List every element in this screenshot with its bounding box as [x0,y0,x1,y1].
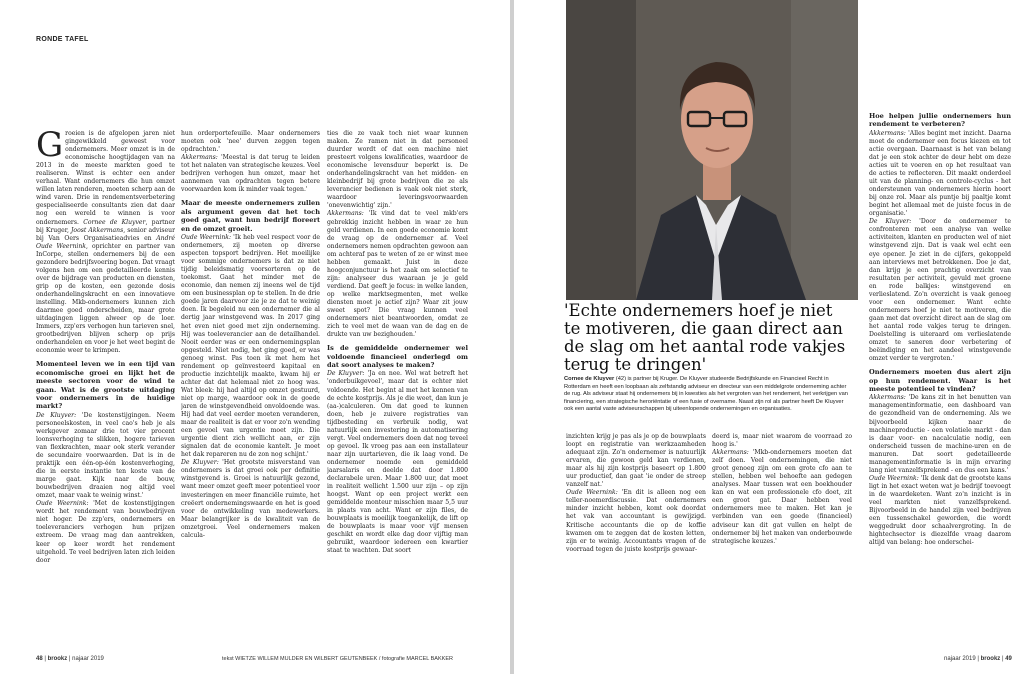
answer-paragraph: Oude Weernink: 'En dit is alleen nog een teller-noemerdiscussie. Dat ondernemers minder inzicht hebben, komt ook doordat het vak van accountant is gewijzigd. Kritische accountants die op de koffie kwamen om te zeggen dat de kosten letten, zijn er te weinig. Accountants vragen of de voorraad tegen de juiste kostprijs gewaar- [566,489,706,553]
photo-credit: tekst WIETZE WILLEM MULDER EN WILBERT GEUTENBEEK / fotografie MARCEL BAKKER [222,656,453,662]
photo-caption: Cornee de Kluyver (42) is partner bij Kruger. De Kluyver studeerde Bedrijfskunde en Financieel Recht in Rotterdam en heeft een loopbaan als zelfstandig adviseur en directeur van een middelgrote onderneming achter de rug. Als adviseur staat hij ondernemers bij in kwesties als het vergroten van het rendement, het verkrijgen van financiering, een strategische heroriëntatie of een fusie of overname. Naast zijn rol als partner heeft De Kluyver ook een aantal vaste adviseurschappen bij uiteenlopende ondernemingen en organisaties. [564,376,848,413]
article-column-1 [36,130,175,646]
answer-paragraph: ties die ze vaak toch niet waar kunnen maken. Ze ramen niet in dat personeel duurder wordt of dat een machine niet presteert volgens kwalificaties, waardoor de economische levensduur beperkt is. De onderhandelingskracht van het midden- en kleinbedrijf bij grote bedrijven die ze als leverancier bedienen is vaak ook niet sterk, waardoor leveringsvoorwaarden 'onevenwichtig' zijn.' [327,130,468,210]
answer-paragraph: deerd is, maar niet waarom de voorraad zo hoog is.' [712,433,852,449]
answer-paragraph: De Kluyver: 'De kostenstijgingen. Neem personeelskosten, in veel cao's heb je als werkgever zomaar drie tot vier procent loonsverhoging te slikken, hogere tarieven van flexkrachten, maar ook sterk verander de secundaire voorwaarden. Dat is in de praktijk een één-op-één kostenverhoging, die in eerste instantie ten koste van de marge gaat. Kijk naar de bouw, bouwbedrijven draaien nog altijd veel omzet, maar vaak te weinig winst.' [36,411,175,500]
answer-paragraph: Akkermans: 'Ik vind dat te veel mkb'ers gebrekkig inzicht hebben in waar ze hun geld verdienen. In een goede economie komt de vraag op de ondernemer af. Veel ondernemers nemen opdrachten gewoon aan om achteraf pas te weten of ze er winst mee hebben gemaakt. Juist in deze hoogconjunctuur is het zaak om selectief te zijn: analyseer dus waaraan je je geld verdiend. Dat geeft je focus: in welke landen, op welke marktsegmenten, met welke diensten moet je actief zijn? Waar zit jouw sweet spot? Die vraag kunnen veel ondernemers niet beantwoorden, omdat ze zich te veel met de waan van de dag en de drukte van uw bezighouden.' [327,210,468,339]
interview-question: Hoe helpen jullie ondernemers hun rendement te verbeteren? [869,112,1011,129]
right-page [514,0,1024,674]
answer-paragraph: Oude Weernink: 'Ik denk dat de grootste kans ligt in het exact weten wat je bedrijf toevoegt in de waardeketen. Want zo'n inzicht is in veel markten niet vanzelfsprekend. Bijvoorbeeld in de handel zijn veel bedrijven een tussenschakel geworden, die wordt weggedrukt door schaalvergroting. In de hightechsector is diezelfde vraag daarom altijd van belang: hoe onderschei- [869,474,1011,547]
article-column-5 [712,433,852,647]
answer-paragraph: Akkermans: 'De kans zit in het benutten van managementinformatie, een dashboard van de gezondheid van de onderneming. Als we bijvoorbeeld kijken naar de machineproductie - een volatiele markt - dan is daar voor- en nacalculatie nodig, een onderscheid tussen de machine-uren en de manuren. Dat soort gedetailleerde managementinformatie is in mijn ervaring lang niet vanzelfsprekend - en dus een kans.' [869,394,1011,474]
answer-paragraph: De Kluyver: 'Door de ondernemer te confronteren met een analyse van welke activiteiten, klanten en producten wel of niet winstgevend zijn. Dat is vaak wel echt een eye opener. Je ziet in de cijfers, gekoppeld aan interviews met betrokkenen. Doe je dat, dan krijg je een prachtig overzicht van resultaten per activiteit, gevuld met groene en rode balkjes: winstgevend en verlieslatend. Zo'n overzicht is vaak genoeg voor een ondernemer. Want echte ondernemers hoef je niet te motiveren, die gaan met dat overzicht direct aan de slag om het aantal rode vakjes terug te dringen. Doelstelling is uiteraard om verlieslatende omzet te saneren door verbetering of beëindiging en het aandeel winstgevende omzet verder te vergroten.' [869,218,1011,363]
answer-paragraph: Akkermans: 'Alles begint met inzicht. Daarna moet de ondernemer een focus kiezen en tot actie overgaan. Daarnaast is het van belang dat je een stok achter de deur hebt om deze acties uit te voeren en op het resultaat van de acties te reflecteren. Dit maakt onderdeel uit van de planning- en controle-cyclus - het ondersteunen van ondernemers hierin hoort bij onze rol. Maar als puntje bij paaltje komt begint het allemaal met de juiste focus in de organisatie.' [869,129,1011,218]
answer-paragraph: De Kluyver: 'Ja en nee. Wel wat betreft het 'onderbuikgevoel', maar dat is echter niet voldoende. Het begint al met het kennen van de echte kostprijs. Als je die weet, dan kun je (aa-)calculeren. Om dat goed te kunnen doen, heb je zuivere registraties van tijdbesteding en verbruik nodig, wat natuurlijk een investering in automatisering vergt. Veel ondernemers doen dat nog teveel op gevoel. Ik vroeg pas aan een installateur naar zijn uurtarieven, die ik laag vond. De ondernemer noemde een gemiddeld jaarsalaris en deelde dat door 1.800 declarabele uren. Maar 1.800 uur, dat moet in realiteit wellicht 1.500 uur zijn – op zijn hoogst. Want op een project werkt een gemiddelde monteur misschien maar 5,5 uur in plaats van acht. Want er zijn files, de bouwplaats is moeilijk toegankelijk, de lift op de bouwplaats is maar voor vijf mensen geschikt en wordt elke dag door vijftig man gebruikt, waardoor iedereen een kwartier staat te wachten. Dat soort [327,370,468,555]
footer-left: 48 | brookz | najaar 2019 [36,656,104,662]
article-column-2 [181,130,320,646]
portrait-photo [566,0,858,300]
interview-question: Maar de meeste ondernemers zullen als argument geven dat het toch goed gaat, want hun bedrijf floreert en de omzet groeit. [181,199,320,233]
left-page [0,0,510,674]
article-column-4 [566,433,706,647]
answer-paragraph: Oude Weernink: 'Met de kostenstijgingen wordt het rendement van bouwbedrijven niet hoger. De zzp'ers, ondernemers en toeleveranciers verhogen hun prijzen extreem. De vraag mag dan aantrekken, keer op keer wordt het rendement uitgehold. Te veel bedrijven laten zich leiden door [36,500,175,564]
answer-paragraph: inzichten krijg je pas als je op de bouwplaats loopt en registratie van werkzaamheden adequaat zijn. Zo'n ondernemer is natuurlijk ervaren, die gewoon geld kan verdienen, maar als hij zijn kostprijs baseert op 1.800 uur productief, dan gaat 'ie onder de streep vanzelf nat.' [566,433,706,489]
drop-cap: G [36,130,64,165]
article-column-3 [327,130,468,646]
intro-paragraph: Groeien is de afgelopen jaren niet gingewikkeld geweest voor ondernemers. Meer omzet is in de economische hoogtijdagen van na 2013 in de meeste markten goed te realiseren. Winst is echter een ander verhaal. Want ondernemers die hun omzet willen laten renderen, moeten scherp aan de wind varen. Drie in rendementsverbetering gespecialiseerde consultants zien dat daar nog een wereld te winnen is voor ondernemers. Cornee de Kluyver, partner bij Kruger, Joost Akkermans, senior adviseur bij Van Oers Organisatieadvies en André Oude Weernink, oprichter en partner van InCorpe, stellen ondernemers bij de een gezondere bedrijfsvoering bogen. Dat vraagt volgens hen om een gedetailleerde kennis over de bijdrage van producten en diensten, grip op de kosten, een gezonde dosis onderhandelingskracht en een innovatieve instelling. Mkb-ondernemers kunnen zich daarmee goed onderscheiden, maar grote uitdagingen liggen alweer op de loer. Immers, zzp'ers verhogen hun tarieven snel, grootbedrijven blijven scherp op prijs onderhandelen en voor je het weet begint de economie weer te krimpen. [36,130,175,355]
interview-question: Momenteel leven we in een tijd van economische groei en lijkt het de meeste sectoren voor de wind te gaan. Wat is de grootste uitdaging voor ondernemers in de huidige markt? [36,360,175,411]
section-tag: RONDE TAFEL [36,36,89,43]
portrait-illustration [566,0,858,300]
pull-quote: 'Echte ondernemers hoef je niet te motiveren, die gaan direct aan de slag om het aantal rode vakjes terug te dringen' [564,301,846,374]
answer-paragraph: Akkermans: 'Mkb-ondernemers moeten dat zelf doen. Veel ondernemingen, die niet groot genoeg zijn om een grote cfo aan te stellen, hebben wel behoefte aan gedegen analyses. Maar tussen wat een boekhouder kan en wat een professionele cfo doet, zit een groot gat. Daar hebben veel ondernemers mee te maken. Het kan je verbinden van een goede (financieel) adviseur kan dit gat vullen en helpt de ondernemer bij het maken van onderbouwde strategische keuzes.' [712,449,852,545]
answer-paragraph: Akkermans: 'Meestal is dat terug te leiden tot het nalaten van strategische keuzes. Veel bedrijven verhogen hun omzet, maar het aannemen van opdrachten tegen betere voorwaarden kom ik minder vaak tegen.' [181,154,320,194]
interview-question: Is de gemiddelde ondernemer wel voldoende financieel onderlegd om dat soort analyses te maken? [327,344,468,370]
interview-question: Ondernemers moeten dus alert zijn op hun rendement. Waar is het meeste potentieel te vinden? [869,368,1011,393]
answer-paragraph: De Kluyver: 'Het grootste misverstand van ondernemers is dat groei ook per definitie winstgevend is. Groei is natuurlijk gezond, want meer omzet geeft meer potentieel voor investeringen en meer financiële ruimte, het creëert ondernemingswaarde en het is goed voor de ontwikkeling van medewerkers. Maar belangrijker is de kwaliteit van de omzetgroei. Veel ondernemers maken calcula- [181,459,320,539]
footer-right: najaar 2019 | brookz | 49 [944,656,1012,662]
answer-paragraph: hun orderportefeuille. Maar ondernemers moeten ook 'nee' durven zeggen tegen opdrachten.' [181,130,320,154]
answer-paragraph: Oude Weernink: 'Ik heb veel respect voor de ondernemers, zij moeten op diverse aspecten topsport bedrijven. Het moeilijke voor sommige ondernemers is dat ze niet tijdig beleidsmatig voorsorteren op de toekomst. Gaat het minder met de economie, dan nemen zij ineens wel de tijd om een businessplan op te stellen. In de drie goede jaren daarvoor zie je ze dat te weinig doen. Ik begeleid nu een ondernemer die al dertig jaar winstgevend was. In 2017 ging het even niet goed met zijn onderneming. Hij was toeleverancier aan de detailhandel. Nooit eerder was er een ondernemingsplan opgesteld. Niet nodig, het ging goed, er was genoeg winst. Pas toen ik met hem het rendement op geïnvesteerd kapitaal en productie inzichtelijk maakte, kwam hij er achter dat dat helemaal niet zo hoog was. Wat bleek: hij had altijd op omzet gestuurd, niet op marge, waardoor ook in de goede jaren de winstgevendheid onvoldoende was. Hij had dat veel eerder moeten veranderen, maar de realiteit is dat er voor zo'n wending een gevoel van urgentie moet zijn. Die urgentie dient zich wellicht aan, er zijn signalen dat de economie kantelt. Je moet het dak repareren nu de zon nog schijnt.' [181,234,320,459]
article-column-6 [869,112,1011,648]
